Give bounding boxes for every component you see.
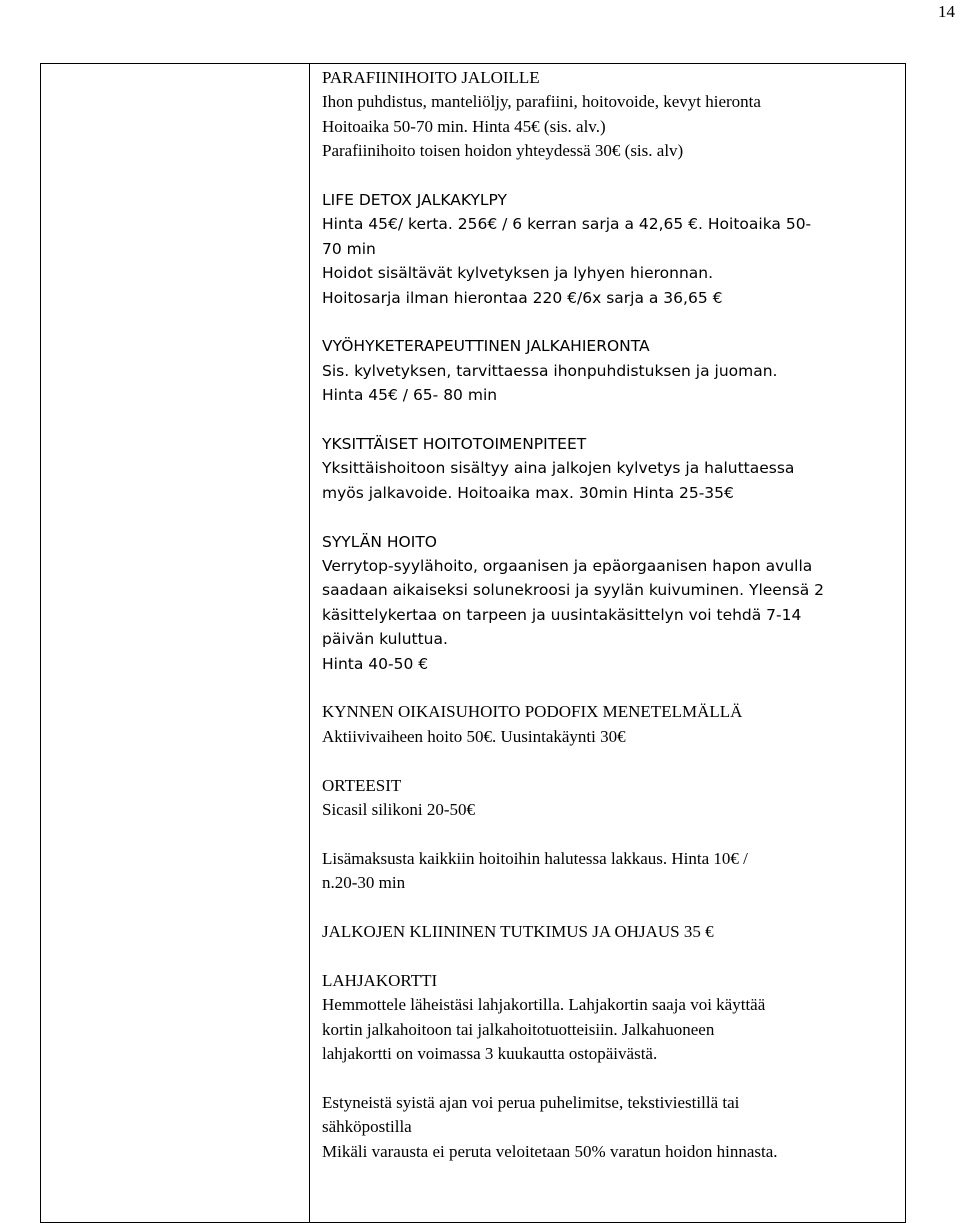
section-line: Hinta 45€/ kerta. 256€ / 6 kerran sarja a 42,65 €. Hoitoaika 50- bbox=[322, 215, 812, 234]
section-vyohyke bbox=[322, 334, 897, 407]
section-orteesit bbox=[322, 774, 897, 823]
section-line: käsittelykertaa on tarpeen ja uusintakäsittelyn voi tehdä 7-14 bbox=[322, 605, 802, 624]
section-line: Hoitosarja ilman hierontaa 220 €/6x sarja a 36,65 € bbox=[322, 288, 723, 307]
section-line: saadaan aikaiseksi solunekroosi ja syylän kuivuminen. Yleensä 2 bbox=[322, 581, 825, 600]
section-line: kortin jalkahoitoon tai jalkahoitotuotteisiin. Jalkahuoneen bbox=[322, 1019, 715, 1039]
section-line: Parafiinihoito toisen hoidon yhteydessä 30€ (sis. alv) bbox=[322, 141, 684, 161]
section-line: myös jalkavoide. Hoitoaika max. 30min Hinta 25-35€ bbox=[322, 483, 734, 502]
section-line: Mikäli varausta ei peruta veloitetaan 50% varatun hoidon hinnasta. bbox=[322, 1141, 778, 1161]
section-line: Yksittäishoitoon sisältyy aina jalkojen kylvetys ja haluttaessa bbox=[322, 459, 795, 478]
section-syyla bbox=[322, 530, 897, 676]
section-line: sähköpostilla bbox=[322, 1117, 412, 1137]
section-line: Hoidot sisältävät kylvetyksen ja lyhyen hieronnan. bbox=[322, 264, 714, 283]
section-title: VYÖHYKETERAPEUTTINEN JALKAHIERONTA bbox=[322, 337, 650, 356]
section-lahjakortti bbox=[322, 969, 897, 1067]
column-divider bbox=[309, 64, 310, 1222]
page-number: 14 bbox=[938, 2, 955, 21]
section-title: ORTEESIT bbox=[322, 775, 402, 795]
section-title: JALKOJEN KLIININEN TUTKIMUS JA OHJAUS 35 € bbox=[322, 922, 714, 942]
section-line: 70 min bbox=[322, 239, 376, 258]
section-line: Hemmottele läheistäsi lahjakortilla. Lahjakortin saaja voi käyttää bbox=[322, 995, 766, 1015]
price-table bbox=[40, 63, 906, 1223]
section-parafiini bbox=[322, 66, 897, 164]
section-lakkaus bbox=[322, 847, 897, 896]
section-line: Sicasil silikoni 20-50€ bbox=[322, 800, 475, 820]
section-line: Sis. kylvetyksen, tarvittaessa ihonpuhdistuksen ja juoman. bbox=[322, 361, 778, 380]
section-yksittaiset bbox=[322, 432, 897, 505]
section-title: LIFE DETOX JALKAKYLPY bbox=[322, 191, 508, 210]
section-title: YKSITTÄISET HOITOTOIMENPITEET bbox=[322, 435, 587, 454]
section-line: Lisämaksusta kaikkiin hoitoihin halutessa lakkaus. Hinta 10€ / bbox=[322, 848, 748, 868]
section-line: Estyneistä syistä ajan voi perua puhelimitse, tekstiviestillä tai bbox=[322, 1092, 740, 1112]
section-tutkimus bbox=[322, 920, 897, 944]
section-line: Ihon puhdistus, manteliöljy, parafiini, hoitovoide, kevyt hieronta bbox=[322, 92, 761, 112]
section-kynnen bbox=[322, 700, 897, 749]
section-title: PARAFIINIHOITO JALOILLE bbox=[322, 68, 540, 87]
section-title: SYYLÄN HOITO bbox=[322, 532, 437, 551]
section-title: LAHJAKORTTI bbox=[322, 970, 438, 990]
section-life-detox bbox=[322, 188, 897, 310]
empty-left-column bbox=[41, 64, 309, 1222]
section-line: Aktiivivaiheen hoito 50€. Uusintakäynti 30€ bbox=[322, 726, 626, 746]
section-line: Verrytop-syylähoito, orgaanisen ja epäorgaanisen hapon avulla bbox=[322, 557, 813, 576]
price-list-content bbox=[322, 66, 897, 1164]
section-line: Hinta 40-50 € bbox=[322, 654, 429, 673]
section-line: lahjakortti on voimassa 3 kuukautta ostopäivästä. bbox=[322, 1044, 658, 1064]
section-line: n.20-30 min bbox=[322, 873, 406, 893]
section-peruutus bbox=[322, 1091, 897, 1164]
section-line: päivän kuluttua. bbox=[322, 630, 448, 649]
section-line: Hoitoaika 50-70 min. Hinta 45€ (sis. alv.) bbox=[322, 116, 606, 136]
section-line: Hinta 45€ / 65- 80 min bbox=[322, 386, 498, 405]
section-title: KYNNEN OIKAISUHOITO PODOFIX MENETELMÄLLÄ bbox=[322, 702, 743, 722]
